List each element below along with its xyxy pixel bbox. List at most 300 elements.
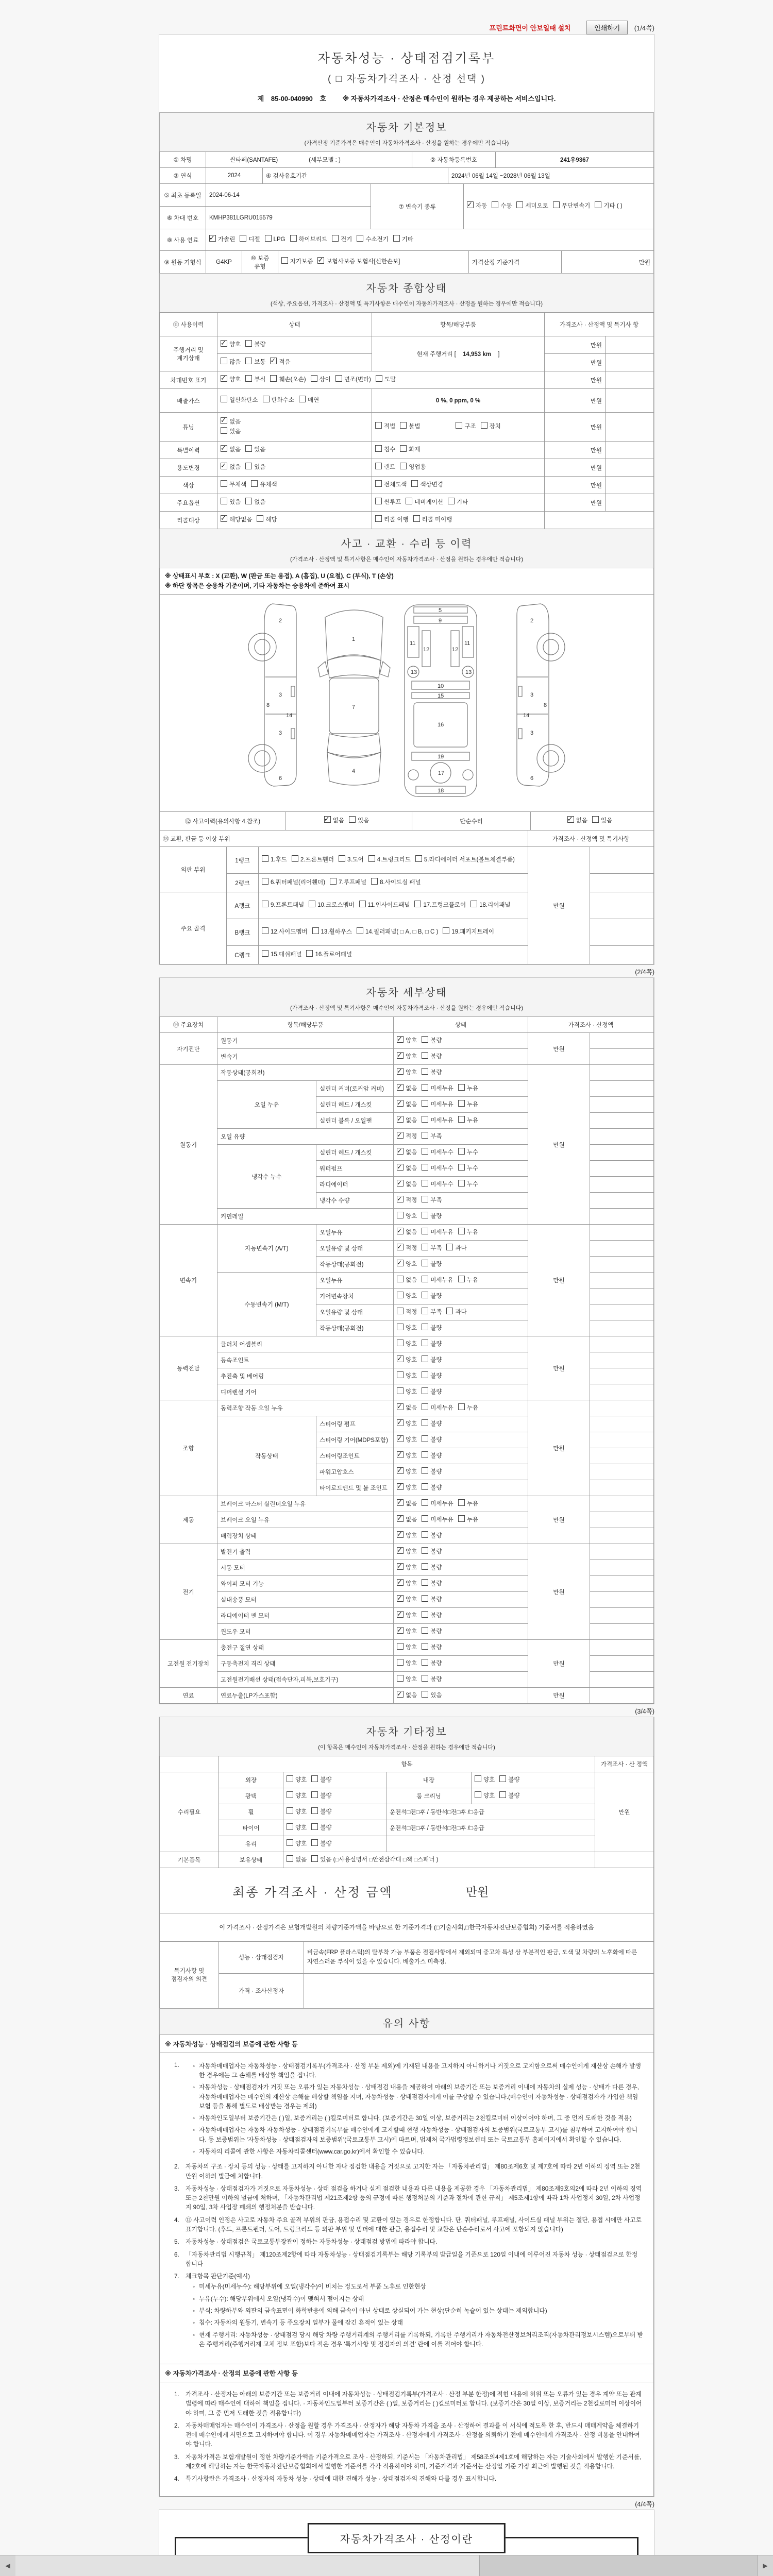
checkbox-option[interactable]: ✓ 적음 [270, 358, 290, 367]
checkbox-option[interactable]: 미세누수 [422, 1164, 453, 1174]
checkbox-option[interactable]: ✓ 적정 [397, 1244, 417, 1253]
checkbox-option[interactable]: ✓ 양호 [397, 1467, 417, 1477]
checkbox-icon [245, 445, 252, 452]
checkbox-option[interactable]: 누수 [458, 1164, 478, 1174]
checkbox-option[interactable]: ✓ 없음 [397, 1691, 417, 1701]
checkbox-option[interactable]: 불법 [400, 422, 420, 432]
checkbox-icon [221, 463, 227, 469]
checkbox-option[interactable]: 8.사이드실 패널 [371, 878, 421, 888]
tire-positions: 운전석□전□후 / 동반석□전□후 /□응급 [386, 1820, 595, 1836]
checkbox-option[interactable]: ✓ 양호 [397, 1451, 417, 1461]
checkbox-option[interactable]: ✓ 없음 [221, 463, 241, 472]
checkbox-option[interactable]: 도말 [376, 375, 396, 385]
section-detail: 자동차 세부상태 (가격조사 · 산정액 및 특기사항은 매수인이 자동차가격조사 · 산정을 원하는 경우에만 적습니다) [159, 978, 654, 1017]
checkbox-option[interactable]: 없음 [287, 1855, 307, 1865]
page-1: 자동차성능 · 상태점검기록부 ( □ 자동차가격조사 · 산정 선택 ) 제 85-00-040990 호 ※ 자동차가격조사 · 산정은 매수인이 원하는 경우 제공하는 서비스입니다. 자동차 기본정보 (가격산정 기준가격은 매수인이 자동차가격조사 · 산정을 원하는 경우에만 적습니다) ① 차명 싼타페(SANTAFE) (세부모델 : ) ② 자동차등록번호 241우9367 ③ 연식 2024 ④ 검사유효기간 2024년 06월 14일 ~2028년 06월 13일 ⑤ 최초 등록일 2024-06-14 ⑦ 변속기 종류 ✓ 자동 수동 세미오토 무단변속기 기타 ( ) ⑥ 차대 번호 KMHP381LGRU015579 ⑧ 사용 연료 ✓ 가솔린 디젤 LPG 하이브리드 전기 수소전기 기타 ⑨ 원동 기형식 G4KP ⑩ 보증 유형 자가보증 ✓ 보험사보증 보험사[신한손보] 가격산정 기준가격 만원 자동차 종합상태 (색상, 주요옵션, 가격조사 · 산정액 및 특기사항은 매수인이 자동차가격조사 · 산정을 원하는 경우에만 적습니다) ⑪ 사용이력 상태 항목/해당부품 가격조사 · 산정액 및 특기사 항 주행거리 및 계기상태 ✓양호 불량 현재 주행거리 [ 14,953 km ] 만원 많음 보통 ✓ 적음 만원 차대번호 표기 ✓ 양호 부식 훼손(오손) 상이 변조(변타) 도말 만원 배출가스 일산화탄소 탄화수소 매연 0 %, 0 ppm, 0 % 만원 튜닝 ✓없음 있음 적법 불법 구조 장치 만원 특별이력 ✓ 없음 있음 침수 화재 만원 용도변경 ✓ 없음 있음 렌트 영업용 만원 색상 무채색 유채색 전체도색 색상변경 만원 주요옵션 있음 없음 썬루프 네비게이션 기타 만원 리콜대상 ✓ 해당없음 해당 리콜 이행 리콜 미이행 사고 · 교환 · 수리 등 이력 (가격조사 · 산정액 및 특기사항은 매수인이 자동차가격조사 · 산정을 원하는 경우에만 적습니다) ※ 상태표시 부호 : X (교환), W (판금 또는 용접), A (흠집), U (요철), C (부식), T (손상) ※ 하단 항목은 승용차 기준이며, 기타 자동차는 승용차에 준하여 표시 2 3 14 3 8 6 1 7 4 5 9 11 11 12 12 13 13 10 15 16 19 17 18 2 3 14 3 8 6 ⑫ 사고이력(유의사항 4.참조) ✓ 없음 있음 단순수리 ✓ 없음 있음 ⑬ 교환, 판금 등 이상 부위 가격조사 · 산정액 및 특기사항 외판 부위 1랭크 1.후드 2.프론트휀더 3.도어 4.트렁크리드 5.라디에이터 서포트(볼트체결부품) 만원 2랭크 6.쿼터패널(리어휀더) 7.루프패널 8.사이드실 패널 주요 골격 A랭크 9.프론트패널 10.크로스멤버 11.인사이드패널 17.트렁크플로어 18.리어패널 B랭크 12.사이드멤버 13.휠하우스 14.필러패널( □ A, □ B, □ C ) 19.패키지트레이 C랭크 15.대쉬패널 16.플로어패널 [159, 34, 654, 965]
car-name: 싼타페(SANTAFE) [230, 157, 278, 163]
checkbox-icon [422, 1579, 428, 1586]
scrollbar-thumb[interactable] [15, 2555, 480, 2576]
value-cell [590, 1241, 654, 1257]
checkbox-option[interactable]: 있음 [592, 816, 612, 826]
checkbox-icon [245, 463, 252, 469]
checkbox-option[interactable]: 부족 [422, 1132, 442, 1142]
checkbox-option[interactable]: 썬루프 [375, 498, 401, 507]
checkbox-option[interactable]: 무단변속기 [553, 201, 591, 211]
recall-status [217, 512, 372, 529]
checkbox-option[interactable]: ✓양호 [221, 340, 241, 350]
checkbox-option[interactable]: ✓ 없음 [397, 1499, 417, 1509]
checkbox-option[interactable]: 있음 (□사용설명서 □안전삼각대 □잭 □스패너 ) [311, 1855, 438, 1865]
checkbox-option[interactable]: ✓ 양호 [397, 1579, 417, 1589]
checkbox-option[interactable]: 누유 [458, 1515, 478, 1525]
checkbox-option[interactable]: 불량 [422, 1052, 442, 1062]
checkbox-icon [475, 1775, 481, 1782]
value-cell [590, 1576, 654, 1592]
checkbox-option[interactable]: 미세누유 [422, 1515, 453, 1525]
panel-options [259, 847, 528, 874]
checkbox-option[interactable]: 불량 [422, 1579, 442, 1589]
checkbox-option[interactable]: 불량 [422, 1563, 442, 1573]
sub-model: (세부모델 : ) [309, 157, 341, 163]
checkbox-icon [422, 1499, 428, 1506]
checkbox-icon [262, 901, 268, 907]
value-cell [590, 1113, 654, 1129]
svg-text:17: 17 [438, 770, 445, 777]
checkbox-option[interactable]: 누유 [458, 1499, 478, 1509]
checkbox-icon [311, 1791, 318, 1798]
checkbox-option[interactable]: 양호 [287, 1791, 307, 1801]
checkbox-option[interactable]: ✓없음 [221, 417, 364, 427]
checkbox-option[interactable]: 부식 [245, 375, 265, 385]
checkbox-option[interactable]: 많음 [221, 358, 241, 367]
checkbox-option[interactable]: 누유 [458, 1276, 478, 1285]
checkbox-option[interactable]: 불량 [422, 1435, 442, 1445]
checkbox-option[interactable]: 없음 [245, 498, 265, 507]
part-label: 파워고압호스 [316, 1464, 394, 1480]
checkbox-option[interactable]: 불량 [422, 1387, 442, 1397]
checkbox-option[interactable]: 유채색 [251, 480, 277, 490]
checkbox-option[interactable]: 렌트 [375, 463, 395, 472]
checkbox-option[interactable]: 양호 [397, 1643, 417, 1653]
horizontal-scrollbar[interactable] [0, 2555, 773, 2576]
part-label: 스티어링 기어(MDPS포함) [316, 1432, 394, 1448]
checkbox-icon [567, 816, 574, 823]
checkbox-icon [287, 1775, 293, 1782]
sub-group-label: 수동변속기 (M/T) [217, 1273, 316, 1336]
checkbox-option[interactable]: 전기 [332, 235, 352, 245]
final-price-section [159, 1868, 654, 1941]
checkbox-icon [413, 515, 420, 522]
status-options [394, 1097, 528, 1113]
checkbox-option[interactable]: ✓ 없음 [221, 445, 241, 455]
checkbox-icon [422, 1659, 428, 1666]
checkbox-option[interactable]: 양호 [397, 1371, 417, 1381]
checkbox-option[interactable]: 양호 [287, 1823, 307, 1833]
checkbox-option[interactable]: 전체도색 [375, 480, 407, 490]
checkbox-option[interactable]: 양호 [287, 1807, 307, 1817]
checkbox-option[interactable]: 양호 [287, 1839, 307, 1849]
checkbox-option[interactable]: 불량 [422, 1371, 442, 1381]
checkbox-icon [221, 396, 227, 402]
checkbox-option[interactable]: 불량 [422, 1212, 442, 1222]
checkbox-option[interactable]: ✓ 양호 [397, 1355, 417, 1365]
checkbox-option[interactable]: 불량 [311, 1807, 331, 1817]
checkbox-option[interactable]: 불량 [422, 1419, 442, 1429]
page-gap [159, 965, 654, 977]
checkbox-option[interactable]: 누유 [458, 1100, 478, 1110]
scroll-left-button[interactable]: ◀ [0, 2555, 16, 2576]
checkbox-option[interactable]: 수동 [492, 201, 512, 211]
checkbox-option[interactable]: 네비게이션 [406, 498, 443, 507]
detail-row [160, 1336, 654, 1352]
usage-change [217, 459, 372, 477]
checkbox-option[interactable]: 미세누유 [422, 1116, 453, 1126]
print-install-notice[interactable]: 프린트화면이 안보일때 설치 [489, 24, 571, 32]
checkbox-icon [262, 878, 268, 885]
checkbox-option[interactable]: 16.플로어패널 [306, 950, 352, 960]
checkbox-option[interactable]: 훼손(오손) [270, 375, 306, 385]
checkbox-option[interactable]: ✓ 없음 [397, 1084, 417, 1094]
checkbox-option[interactable]: 영업용 [400, 463, 426, 472]
rank-label: 2랭크 [227, 874, 259, 892]
checkbox-option[interactable]: 미세누수 [422, 1180, 453, 1190]
checkbox-option[interactable]: ✓ 양호 [397, 1547, 417, 1557]
checkbox-option[interactable]: 불량 [245, 340, 265, 350]
checkbox-option[interactable]: ✓ 없음 [397, 1164, 417, 1174]
checkbox-option[interactable]: 미세누유 [422, 1276, 453, 1285]
checkbox-option[interactable]: ✓ 없음 [324, 816, 344, 826]
checkbox-option[interactable]: ✓ 양호 [221, 375, 241, 385]
part-label: 실내송풍 모터 [217, 1592, 394, 1608]
checkbox-option[interactable]: 3.도어 [339, 855, 364, 865]
checkbox-icon [397, 1180, 404, 1187]
checkbox-option[interactable]: 적법 [375, 422, 395, 432]
checkbox-option[interactable]: 6.쿼터패널(리어휀더) [262, 878, 325, 888]
checkbox-icon [467, 201, 474, 208]
checkbox-option[interactable]: 과다 [446, 1244, 466, 1253]
value-cell [590, 1448, 654, 1464]
value-cell [590, 1496, 654, 1512]
device-group-label: 조향 [160, 1400, 217, 1496]
checkbox-option[interactable]: 부족 [422, 1196, 442, 1206]
checkbox-option[interactable]: 15.대쉬패널 [262, 950, 301, 960]
checkbox-option[interactable]: 미세누유 [422, 1228, 453, 1238]
checkbox-option[interactable]: 불량 [422, 1547, 442, 1557]
checkbox-icon [257, 515, 263, 522]
checkbox-option[interactable]: 누유 [458, 1228, 478, 1238]
checkbox-option[interactable]: 양호 [397, 1324, 417, 1333]
value-cell [590, 892, 654, 919]
checkbox-option[interactable]: 17.트렁크플로어 [414, 901, 466, 910]
checkbox-option[interactable]: 양호 [397, 1659, 417, 1669]
scroll-right-button[interactable]: ▶ [757, 2555, 773, 2576]
checkbox-option[interactable]: ✓ 적정 [397, 1132, 417, 1142]
checkbox-icon [422, 1611, 428, 1618]
section-history: 사고 · 교환 · 수리 등 이력 (가격조사 · 산정액 및 특기사항은 매수인이 자동차가격조사 · 산정을 원하는 경우에만 적습니다) [159, 529, 654, 568]
device-group-label: 고전원 전기장치 [160, 1640, 217, 1688]
checkbox-option[interactable]: ✓ 없음 [567, 816, 587, 826]
checkbox-option[interactable]: 불량 [422, 1340, 442, 1349]
page-gap [159, 1704, 654, 1717]
checkbox-option[interactable]: 불량 [422, 1659, 442, 1669]
checkbox-option[interactable]: 세미오토 [516, 201, 548, 211]
checkbox-option[interactable]: 기타 [448, 498, 468, 507]
checkbox-option[interactable]: ✓ 양호 [397, 1563, 417, 1573]
checkbox-option[interactable]: 미세누유 [422, 1403, 453, 1413]
checkbox-option[interactable]: 누유 [458, 1403, 478, 1413]
checkbox-option[interactable]: 해당 [257, 515, 277, 525]
checkbox-option[interactable]: ✓ 양호 [397, 1627, 417, 1637]
checkbox-icon [221, 340, 227, 347]
checkbox-option[interactable]: ✓ 양호 [397, 1435, 417, 1445]
checkbox-option[interactable]: 불량 [422, 1675, 442, 1685]
checkbox-option[interactable]: ✓ 없음 [397, 1403, 417, 1413]
checkbox-option[interactable]: 미세누유 [422, 1100, 453, 1110]
checkbox-option[interactable]: 불량 [422, 1595, 442, 1605]
value-cell [590, 1672, 654, 1688]
checkbox-option[interactable]: 누수 [458, 1148, 478, 1158]
checkbox-icon [422, 1547, 428, 1554]
checkbox-option[interactable]: 양호 [397, 1675, 417, 1685]
checkbox-option[interactable]: ✓ 없음 [397, 1180, 417, 1190]
checkbox-option[interactable]: 불량 [422, 1036, 442, 1046]
rank-group-label: 외판 부위 [160, 847, 227, 892]
checkbox-option[interactable]: 리콜 이행 [375, 515, 409, 525]
checkbox-option[interactable]: 미세누수 [422, 1148, 453, 1158]
checkbox-option[interactable]: 침수 [375, 445, 395, 455]
checkbox-option[interactable]: 적정 [397, 1308, 417, 1317]
checkbox-option[interactable]: 불량 [422, 1260, 442, 1269]
checkbox-icon [397, 1691, 404, 1698]
checkbox-option[interactable]: 있음 [245, 445, 265, 455]
part-label: 와이퍼 모터 기능 [217, 1576, 394, 1592]
part-label: 디퍼렌셜 기어 [217, 1384, 394, 1400]
checkbox-option[interactable]: 있음 [349, 816, 369, 826]
checkbox-option[interactable]: 구조 [456, 422, 476, 432]
checkbox-option[interactable]: ✓ 양호 [397, 1595, 417, 1605]
checkbox-option[interactable]: 불량 [422, 1531, 442, 1541]
checkbox-option[interactable]: ✓ 양호 [397, 1483, 417, 1493]
part-label: 작동상태(공회전) [316, 1257, 394, 1273]
checkbox-option[interactable]: ✓ 없음 [397, 1116, 417, 1126]
checkbox-option[interactable]: 불량 [311, 1823, 331, 1833]
checkbox-icon [393, 235, 400, 242]
checkbox-option[interactable]: 리콜 미이행 [413, 515, 452, 525]
checkbox-option[interactable]: 불량 [422, 1483, 442, 1493]
checkbox-option[interactable]: 양호 [397, 1387, 417, 1397]
checkbox-option[interactable]: 10.크로스멤버 [309, 901, 355, 910]
checkbox-option[interactable]: 불량 [311, 1791, 331, 1801]
value-cell [590, 1129, 654, 1145]
checkbox-option[interactable]: 불량 [422, 1292, 442, 1301]
notice-body-b: 1. 가격조사 · 산정자는 아래의 보증기간 또는 보증거리 이내에 자동차성능 · 상태점검기록부(가격조사 · 산정 부분 한정)에 적힌 내용에 허위 또는 오류가 있는 경우 계약 또는 관계법령에 따라 매수인에 대하여 책임을 집니다. · 자동차인도일부터 보증기간은 ( )일, 보증거리는 ( )킬로미터로 합니다. (보증기간은 30일 이상, 보증거리는 2천킬로미터 이상이어야 하며, 그 중 먼저 도래한 것을 적용합니다) 2. 자동차매매업자는 매수인이 가격조사 · 산정을 원할 경우 가격조사 · 산정자가 해당 자동차 가격을 조사 · 산정하여 결과를 이 서식에 적도록 한 후, 반드시 매매계약을 체결하기 전에 매수인에게 서면으로 고지하여야 합니다. 이 경우 자동차매매업자는 가격조사 · 산정자에게 가격조사 · 산정을 의뢰하기 전에 매수인에게 가격조사 · 산정 비용을 안내하여야 합니다. 3. 자동차가격은 보험개발원이 정한 차량기준가액을 기준가격으로 조사 · 산정하되, 기준서는 「자동차관리법」 제58조의4제1호에 해당하는 자는 기술사회에서 발행한 기준서를, 제2호에 해당하는 자는 한국자동차진단보증협회에서 발행한 기준서를 각각 적용하여야 하며, 기준가격과 기준서는 산정일 기준 가장 최근에 발행된 것을 적용합니다. 4. 특기사항란은 가격조사 · 산정자의 자동차 성능 · 상태에 대한 견해가 성능 · 상태점검자의 견해와 다를 경우 표시합니다. [159, 2382, 654, 2497]
section-basic-info: 자동차 기본정보 (가격산정 기준가격은 매수인이 자동차가격조사 · 산정을 원하는 경우에만 적습니다) [159, 112, 654, 152]
checkbox-option[interactable]: ✓ 가솔린 [209, 235, 235, 245]
checkbox-option[interactable]: 자가보증 [281, 257, 313, 267]
checkbox-option[interactable]: 없음 [397, 1276, 417, 1285]
sub-group-label: 작동상태 [217, 1416, 316, 1496]
checkbox-option[interactable]: 불량 [422, 1627, 442, 1637]
checkbox-icon [299, 396, 306, 402]
checkbox-icon [458, 1228, 465, 1234]
svg-text:11: 11 [464, 640, 470, 647]
checkbox-icon [422, 1116, 428, 1123]
checkbox-icon [400, 463, 407, 469]
notice-body-a: 1. ◦ 자동차매매업자는 자동차성능 · 상태점검기록부(가격조사 · 산정 부분 제외)에 기재된 내용을 고지하지 아니하거나 거짓으로 고지함으로써 매수인에게 재산상 손해가 발생한 경우에는 그 손해를 배상할 책임을 집니다. ◦ 자동차성능 · 상태점검자가 거짓 또는 오류가 있는 자동차성능 · 상태점검 내용을 제공하여 아래의 보증기간 또는 보증거리 이내에 자동차의 실제 성능 · 상태가 다른 경우, 자동차매매업자는 매수인의 재산상 손해를 배상할 책임을 지며, 자동차성능 · 상태점검자에게 이를 구상할 수 있습니다.(매수인이 자동차성능 · 상태점검자가 가입한 책임보험 등을 통해 별도로 배상받는 경우는 제외) ◦ 자동차인도일부터 보증기간은 ( )일, 보증거리는 ( )킬로미터로 합니다. (보증기간은 30일 이상, 보증거리는 2천킬로미터 이상이어야 하며, 그 중 먼저 도래한 것을 적용) ◦ 자동차매매업자는 자동차 자동차성능 · 상태점검기록부를 매수인에게 고지할때 현행 자동차성능 · 상태점검자의 보증범위(국토교통부 고시)를 첨부하여 고지하여야 합니다. 동 보증범위는 '자동차성능 · 상태점검자의 보증범위'(국토교통부 고시)에 따르며, 법제처 국가법령정보센터 또는 국토교통부 홈페이지에서 확인할 수 있습니다. ◦ 자동차의 리콜에 관한 사항은 자동차리콜센터(www.car.go.kr)에서 확인할 수 있습니다. 2. 자동차의 구조 · 장치 등의 성능 · 상태를 고지하지 아니한 자나 점검한 내용을 거짓으로 고지한 자는 「자동차관리법」 제80조제6호 및 제7호에 따라 2년 이하의 징역 또는 2천만원 이하의 벌금에 처합니다. 3. 자동차성능 · 상태점검자가 거짓으로 자동차성능 · 상태 점검을 하거나 실제 점검한 내용과 다른 내용을 제공한 경우 「자동차관리법」 제80조제9호의2에 따라 2년 이하의 징역 또는 2천만원 이하의 벌금에 처하며, 「자동차관리법 제21조제2항 등의 규정에 따른 행정처분의 기준과 절차에 관한 규칙」 제5조제1항에 따라 1차 사업정지 30일, 2차 사업정지 90일, 3차 사업장 폐쇄의 행정처분을 받습니다. 4. ⑫ 사고이력 인정은 사고로 자동차 주요 골격 부위의 판금, 용접수리 및 교환이 있는 경우로 한정합니다. 단, 쿼터패널, 루프패널, 사이드실 패널 부위는 절단, 용접 시에만 사고로 표기합니다. (후드, 프론트펜더, 도어, 트렁크리드 등 외판 부위 및 범퍼에 대한 판금, 용접수리 및 교환은 단순수리로서 사고에 포함되지 않습니다) 5. 자동차성능 · 상태점검은 국토교통부장관이 정하는 자동차성능 · 상태점검 방법에 따라야 합니다. 6. 「자동차관리법 시행규칙」 제120조제2항에 따라 자동차성능 · 상태점검기록부는 해당 기록부의 발급일을 기준으로 120일 이내에 이루어진 자동차 성능 · 상태점검으로 한정합니다 7. 체크항목 판단기준(예시) ◦ 미세누유(미세누수): 해당부위에 오일(냉각수)이 비치는 정도로서 부품 노후로 인한현상 ◦ 누유(누수): 해당부위에서 오일(냉각수)이 맺혀서 떨어지는 상태 ◦ 부식: 차량하부와 외판의 금속표면이 화학반응에 의해 금속이 아닌 상태로 상실되어 가는 현상(단순히 녹슬어 있는 상태는 제외합니다) ◦ 침수: 자동차의 원동기, 변속기 등 주요장치 일부가 물에 잠긴 흔적이 있는 상태 ◦ 현재 주행거리: 자동차성능 · 상태점검 당시 해당 차량 주행거리계의 주행거리를 기록하되, 기록한 주행거리가 자동차전산정보처리조직(자동차관리정보시스템)으로부터 받은 주행거리(주행거리계 교체 정보 포함)보다 적은 경우 '특기사항 및 점검자의 의견' 란에 이를 적어야 합니다. [159, 2053, 654, 2364]
top-exterior-view [318, 610, 390, 785]
checkbox-icon [397, 1611, 404, 1618]
checkbox-option[interactable]: 변조(변타) [335, 375, 371, 385]
checkbox-option[interactable]: 색상변경 [411, 480, 443, 490]
checkbox-option[interactable]: 누유 [458, 1116, 478, 1126]
checkbox-option[interactable]: ✓ 양호 [397, 1531, 417, 1541]
checkbox-option[interactable]: 13.휠하우스 [312, 927, 352, 937]
rank-table [159, 846, 654, 964]
checkbox-option[interactable]: 디젤 [240, 235, 260, 245]
checkbox-option[interactable]: 불량 [499, 1791, 519, 1801]
car-damage-diagram [159, 595, 654, 812]
checkbox-option[interactable]: ✓ 없음 [397, 1148, 417, 1158]
checkbox-option[interactable]: ✓ 양호 [397, 1036, 417, 1046]
checkbox-option[interactable]: 양호 [475, 1775, 495, 1785]
svg-text:9: 9 [439, 618, 442, 624]
svg-text:4: 4 [352, 768, 356, 775]
checkbox-icon [397, 1371, 404, 1378]
checkbox-option[interactable]: 탄화수소 [263, 396, 294, 405]
checkbox-option[interactable]: 무채색 [221, 480, 246, 490]
checkbox-option[interactable]: ✓ 없음 [397, 1228, 417, 1238]
checkbox-icon [411, 480, 418, 487]
checkbox-icon [422, 1036, 428, 1043]
checkbox-icon [422, 1371, 428, 1378]
svg-text:6: 6 [530, 775, 534, 782]
value-cell [590, 1544, 654, 1560]
checkbox-icon [357, 927, 363, 934]
checkbox-icon [458, 1180, 465, 1187]
checkbox-option[interactable]: 불량 [499, 1775, 519, 1785]
svg-text:18: 18 [438, 788, 444, 794]
checkbox-option[interactable]: ✓ 없음 [397, 1100, 417, 1110]
checkbox-option[interactable]: 7.루프패널 [330, 878, 366, 888]
checkbox-option[interactable]: 2.프론트휀더 [292, 855, 334, 865]
checkbox-option[interactable]: 부족 [422, 1308, 442, 1317]
checkbox-option[interactable]: ✓ 양호 [397, 1052, 417, 1062]
checkbox-option[interactable]: 불량 [422, 1355, 442, 1365]
checkbox-option[interactable]: 일산화탄소 [221, 396, 258, 405]
print-button[interactable]: 인쇄하기 [586, 21, 628, 35]
checkbox-option[interactable]: 14.필러패널( □ A, □ B, □ C ) [357, 927, 438, 937]
checkbox-option[interactable]: 18.리어패널 [470, 901, 510, 910]
checkbox-option[interactable]: 12.사이드멤버 [262, 927, 308, 937]
checkbox-icon [475, 1791, 481, 1798]
svg-text:14: 14 [523, 713, 530, 719]
svg-text:19: 19 [438, 754, 444, 760]
checkbox-option[interactable]: 양호 [397, 1292, 417, 1301]
main-options [217, 494, 372, 512]
checkbox-option[interactable]: ✓ 양호 [397, 1068, 417, 1078]
checkbox-option[interactable]: 4.트렁크리드 [368, 855, 411, 865]
checkbox-option[interactable]: ✓ 양호 [397, 1611, 417, 1621]
basic-info-table: ① 차명 싼타페(SANTAFE) (세부모델 : ) ② 자동차등록번호 241우9367 [159, 151, 654, 168]
checkbox-option[interactable]: 누수 [458, 1180, 478, 1190]
detail-row [160, 1065, 654, 1081]
checkbox-option[interactable]: 불량 [422, 1643, 442, 1653]
checkbox-option[interactable]: 있음 [221, 427, 364, 437]
checkbox-option[interactable]: 매연 [299, 396, 319, 405]
checkbox-option[interactable]: 기타 [393, 235, 413, 245]
checkbox-option[interactable]: ✓ 없음 [397, 1515, 417, 1525]
checkbox-option[interactable]: 화재 [400, 445, 420, 455]
checkbox-option[interactable]: ✓ 해당없음 [221, 515, 252, 525]
checkbox-option[interactable]: 양호 [397, 1212, 417, 1222]
checkbox-option[interactable]: 1.후드 [262, 855, 287, 865]
checkbox-option[interactable]: 누유 [458, 1084, 478, 1094]
checkbox-icon [422, 1595, 428, 1602]
checkbox-option[interactable]: 5.라디에이터 서포트(볼트체결부품) [415, 855, 515, 865]
checkbox-option[interactable]: 9.프론트패널 [262, 901, 304, 910]
svg-text:8: 8 [544, 702, 547, 709]
checkbox-option[interactable]: LPG [265, 235, 285, 245]
checkbox-option[interactable]: 기타 ( ) [595, 201, 622, 211]
checkbox-option[interactable]: 양호 [287, 1775, 307, 1785]
checkbox-option[interactable]: 양호 [397, 1340, 417, 1349]
value-cell [590, 1368, 654, 1384]
checkbox-option[interactable]: 장치 [481, 422, 501, 432]
checkbox-icon [422, 1403, 428, 1410]
checkbox-option[interactable]: 있음 [245, 463, 265, 472]
checkbox-option[interactable]: 불량 [311, 1775, 331, 1785]
checkbox-option[interactable]: ✓ 보험사보증 보험사[신한손보] [317, 257, 400, 267]
checkbox-option[interactable]: ✓ 양호 [397, 1260, 417, 1269]
checkbox-option[interactable]: 과다 [446, 1308, 466, 1317]
checkbox-option[interactable]: 미세누유 [422, 1084, 453, 1094]
checkbox-option[interactable]: ✓ 적정 [397, 1196, 417, 1206]
checkbox-icon [376, 375, 382, 382]
checkbox-option[interactable]: 미세누유 [422, 1499, 453, 1509]
device-group-label: 전기 [160, 1544, 217, 1640]
underbody-view [405, 605, 477, 796]
checkbox-option[interactable]: 수소전기 [357, 235, 388, 245]
checkbox-option[interactable]: 불량 [422, 1068, 442, 1078]
checkbox-option[interactable]: 불량 [422, 1611, 442, 1621]
checkbox-option[interactable]: ✓ 양호 [397, 1419, 417, 1429]
checkbox-option[interactable]: 불량 [422, 1467, 442, 1477]
checkbox-option[interactable]: 부족 [422, 1244, 442, 1253]
checkbox-option[interactable]: 불량 [311, 1839, 331, 1849]
checkbox-icon [368, 855, 375, 862]
checkbox-option[interactable]: 불량 [422, 1324, 442, 1333]
checkbox-option[interactable]: 있음 [221, 498, 241, 507]
page-gap [159, 2497, 654, 2510]
checkbox-icon [281, 257, 288, 264]
checkbox-option[interactable]: 19.패키지트레이 [443, 927, 494, 937]
checkbox-option[interactable]: 양호 [475, 1791, 495, 1801]
checkbox-icon [422, 1515, 428, 1522]
checkbox-option[interactable]: 하이브리드 [290, 235, 328, 245]
checkbox-option[interactable]: ✓ 자동 [467, 201, 487, 211]
basic-items-group: 기본품목 [160, 1852, 219, 1868]
checkbox-option[interactable]: 11.인사이드패널 [359, 901, 410, 910]
checkbox-icon [492, 201, 498, 208]
checkbox-icon [265, 235, 272, 242]
checkbox-option[interactable]: 상이 [311, 375, 331, 385]
value-cell [590, 946, 654, 964]
checkbox-option[interactable]: 불량 [422, 1451, 442, 1461]
checkbox-icon [422, 1148, 428, 1155]
checkbox-icon [270, 375, 277, 382]
checkbox-option[interactable]: 있음 [422, 1691, 442, 1701]
checkbox-option[interactable]: 보통 [245, 358, 265, 367]
